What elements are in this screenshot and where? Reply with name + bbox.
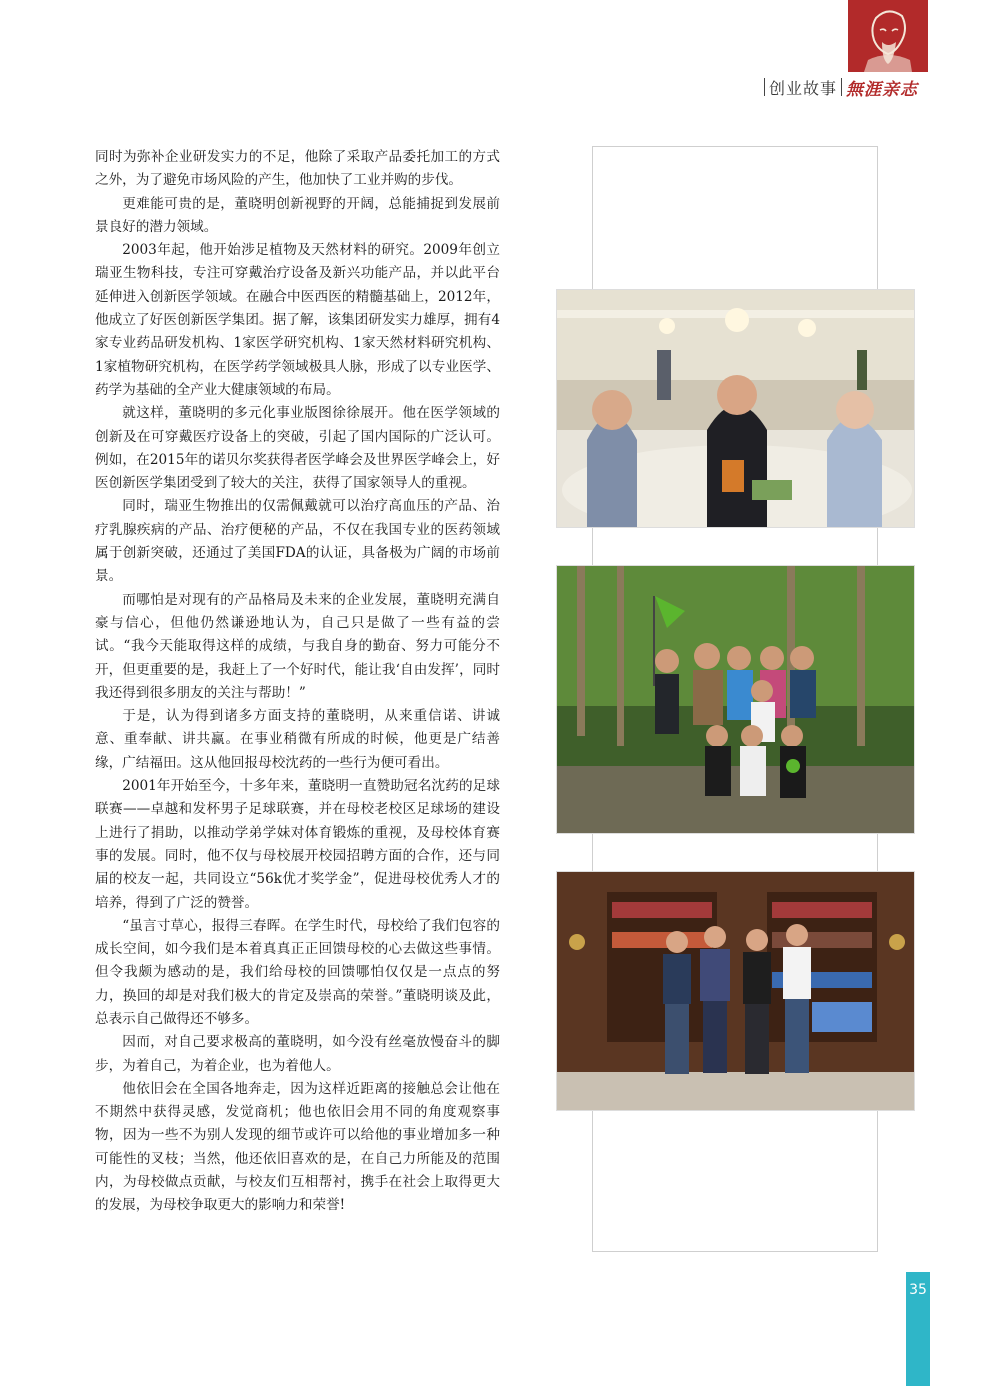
section-label: 创业故事 xyxy=(769,78,838,98)
page-number: 35 xyxy=(909,1282,927,1298)
photo-banquet xyxy=(557,290,914,527)
brand-calligraphy: 無涯亲志 xyxy=(846,79,919,100)
paragraph: 因而，对自己要求极高的董晓明，如今没有丝毫放慢奋斗的脚步，为着自己，为着企业，也为着他人。 xyxy=(95,1034,500,1074)
paragraph: 而哪怕是对现有的产品格局及未来的企业发展，董晓明充满自豪与信心，但他仍然谦逊地认为，自己只是做了一些有益的尝试。“我今天能取得这样的成绩，与我自身的勤奋、努力可能分不开，但更重要的是，我赶上了一个好时代，能让我‘自由发挥’，同时我还得到很多朋友的关注与帮助！” xyxy=(95,591,500,701)
photo-office-group xyxy=(557,872,914,1110)
magazine-logo xyxy=(848,0,928,72)
paragraph: 于是，认为得到诸多方面支持的董晓明，从来重信诺、讲诚意、重奉献、讲共赢。在事业稍微有所成的时候，他更是广结善缘，广结福田。这从他回报母校沈药的一些行为便可看出。 xyxy=(95,708,500,771)
photo-outdoor-group xyxy=(557,566,914,833)
paragraph: “虽言寸草心，报得三春晖。在学生时代，母校给了我们包容的成长空间，如今我们是本着真真正正回馈母校的心去做这些事情。但令我颇为感动的是，我们给母校的回馈哪怕仅仅是一点点的努力，换回的却是对我们极大的肯定及崇高的荣誉。”董晓明谈及此，总表示自己做得还不够多。 xyxy=(95,917,500,1027)
paragraph: 就这样，董晓明的多元化事业版图徐徐展开。他在医学领域的创新及在可穿戴医疗设备上的突破，引起了国内国际的广泛认可。例如，在2015年的诺贝尔奖获得者医学峰会及世界医学峰会上，好医创新医学集团受到了较大的关注，获得了国家领导人的重视。 xyxy=(95,405,500,492)
paragraph: 2001年开始至今，十多年来，董晓明一直赞助冠名沈药的足球联赛——卓越和发杯男子足球联赛，并在母校老校区足球场的建设上进行了捐助，以推动学弟学妹对体育锻炼的重视，及母校体育赛事的发展。同时，他不仅与母校展开校园招聘方面的合作，还与同届的校友一起，共同设立“56k优才奖学金”，促进母校优秀人才的培养，得到了广泛的赞誉。 xyxy=(95,778,500,911)
paragraph: 2003年起，他开始涉足植物及天然材料的研究。2009年创立瑞亚生物科技，专注可穿戴治疗设备及新兴功能产品，并以此平台延伸进入创新医学领域。在融合中医西医的精髓基础上，2012年，他成立了好医创新医学集团。据了解，该集团研发实力雄厚，拥有4家专业药品研发机构、1家医学研究机构、1家天然材料研究机构、1家植物研究机构，在医学药学领域极具人脉，形成了以专业医学、药学为基础的全产业大健康领域的布局。 xyxy=(95,242,500,398)
paragraph: 同时为弥补企业研发实力的不足，他除了采取产品委托加工的方式之外，为了避免市场风险的产生，他加快了工业并购的步伐。 xyxy=(95,149,500,189)
article-body xyxy=(95,146,500,1218)
header-separator-left xyxy=(764,78,765,96)
paragraph: 同时，瑞亚生物推出的仅需佩戴就可以治疗高血压的产品、治疗乳腺疾病的产品、治疗便秘的产品，不仅在我国专业的医药领域属于创新突破，还通过了美国FDA的认证，具备极为广阔的市场前景。 xyxy=(95,498,500,585)
portrait-logo-icon xyxy=(848,0,928,72)
paragraph: 更难能可贵的是，董晓明创新视野的开阔，总能捕捉到发展前景良好的潜力领域。 xyxy=(95,195,500,235)
paragraph: 他依旧会在全国各地奔走，因为这样近距离的接触总会让他在不期然中获得灵感，发觉商机；他也依旧会用不同的角度观察事物，因为一些不为别人发现的细节或许可以给他的事业增加多一种可能性的叉枝；当然，他还依旧喜欢的是，在自己力所能及的范围内，为母校做点贡献，与校友们互相帮衬，携手在社会上取得更大的发展，为母校争取更大的影响力和荣誉! xyxy=(95,1080,500,1214)
header-separator-right xyxy=(841,78,842,96)
page-header xyxy=(760,76,918,98)
